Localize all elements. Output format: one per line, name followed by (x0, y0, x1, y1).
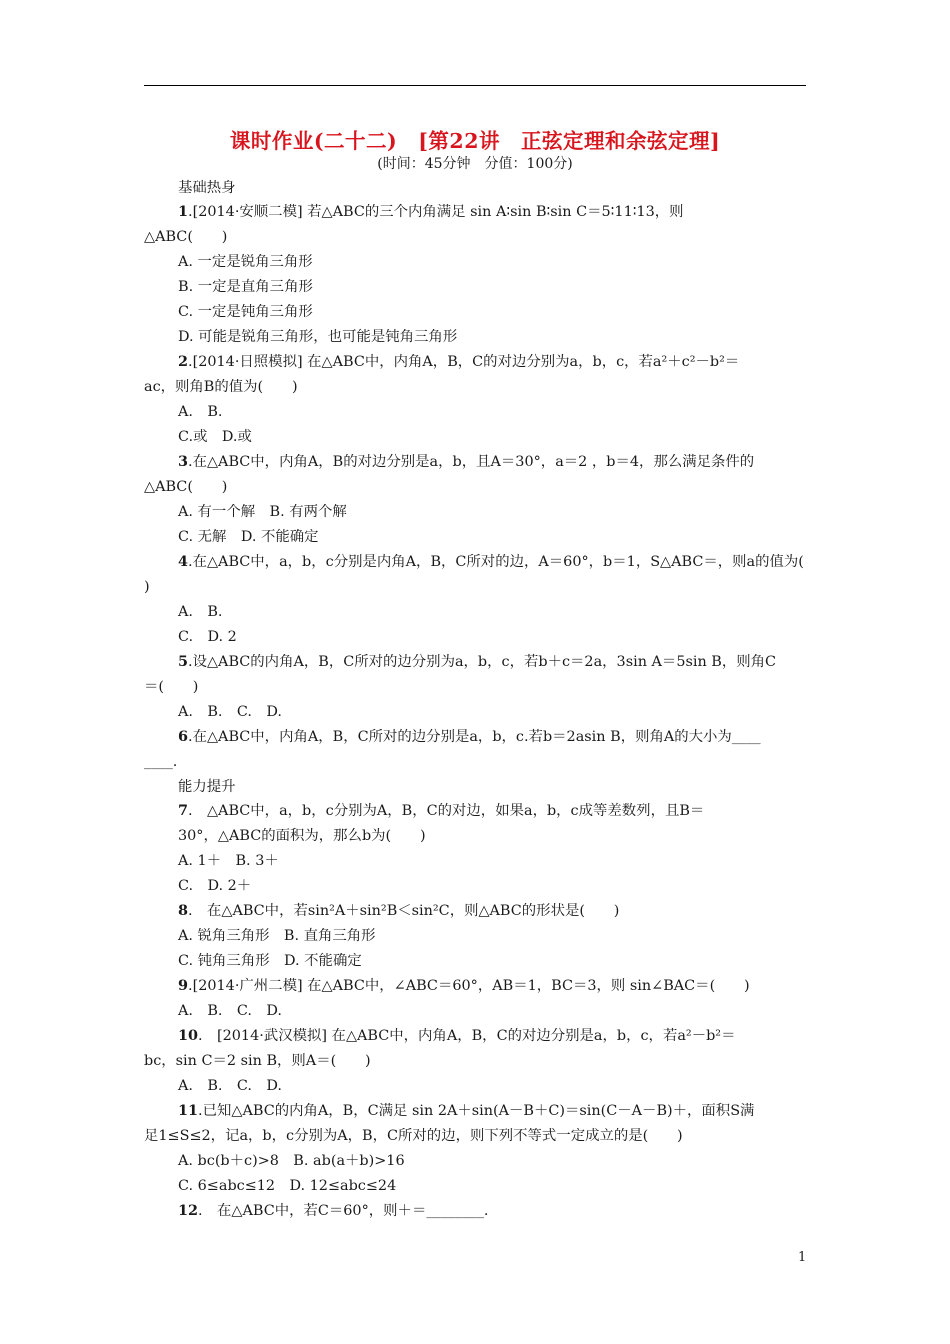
page-title: 课时作业(二十二) [第22讲 正弦定理和余弦定理] (229, 129, 721, 153)
header-rule (144, 85, 806, 86)
text-line (144, 227, 227, 247)
question-number: 9 (178, 977, 189, 994)
line-text: 基础热身 (178, 180, 236, 196)
text-line (178, 727, 761, 747)
text-line (178, 702, 282, 722)
text-line (178, 627, 237, 647)
line-text: 能力提升 (178, 779, 236, 795)
line-text: .在△ABC中，内角A，B的对边分别是a，b，且A＝30°，a＝2 ，b＝4，那么满足条件的 (188, 454, 755, 470)
line-text: . △ABC中，a，b，c分别为A，B，C的对边，如果a，b，c成等差数列，且B＝ (188, 803, 705, 819)
line-text: C. 钝角三角形 D. 不能确定 (178, 953, 362, 969)
text-line (178, 777, 236, 797)
text-line (144, 377, 298, 397)
text-line (144, 577, 150, 597)
page-subtitle: (时间：45分钟 分值：100分) (377, 156, 573, 172)
question-number: 10 (178, 1027, 199, 1044)
line-text: .[2014·安顺二模] 若△ABC的三个内角满足 sin A∶sin B∶sin C＝5∶11∶13，则 (188, 204, 684, 220)
line-text: .在△ABC中，内角A，B，C所对的边分别是a，b，c.若b＝2asin B，则角A的大小为____ (188, 729, 761, 745)
line-text: .[2014·广州二模] 在△ABC中，∠ABC＝60°，AB＝1，BC＝3，则 sin∠BAC＝( ) (188, 978, 750, 994)
text-line (144, 1126, 683, 1146)
line-text: A. B. C. D. (178, 704, 282, 720)
text-line (178, 327, 457, 347)
line-text: 足1≤S≤2，记a，b，c分别为A，B，C所对的边，则下列不等式一定成立的是( ) (144, 1128, 683, 1144)
question-number: 7 (178, 802, 189, 819)
line-text: C. D. 2＋ (178, 878, 252, 894)
text-line (178, 352, 739, 372)
text-line (178, 452, 754, 472)
line-text: A. B. C. D. (178, 1003, 282, 1019)
text-line (144, 477, 227, 497)
question-number: 1 (178, 203, 189, 220)
question-number: 5 (178, 653, 189, 670)
text-line (144, 752, 177, 772)
line-text: D. 可能是锐角三角形，也可能是钝角三角形 (178, 329, 458, 345)
line-text: C. 6≤abc≤12 D. 12≤abc≤24 (178, 1178, 397, 1194)
text-line (178, 1026, 735, 1046)
text-line (144, 677, 198, 697)
line-text: ＝( ) (144, 679, 199, 695)
text-line (178, 926, 376, 946)
text-line (178, 901, 619, 921)
line-text: C.或 D.或 (178, 429, 252, 445)
line-text: ____. (144, 754, 178, 770)
text-line (178, 826, 426, 846)
line-text: . 在△ABC中，若C＝60°，则＋＝________. (198, 1203, 489, 1219)
text-line (178, 1176, 396, 1196)
line-text: .设△ABC的内角A，B，C所对的边分别为a，b，c，若b＋c＝2a，3sin A＝5sin B，则角C (188, 654, 777, 670)
text-line (178, 178, 236, 198)
line-text: .[2014·日照模拟] 在△ABC中，内角A，B，C的对边分别为a，b，c，若a²＋c²－b²＝ (188, 354, 740, 370)
line-text: A. 一定是锐角三角形 (178, 254, 313, 270)
question-number: 6 (178, 728, 189, 745)
question-number: 4 (178, 553, 189, 570)
line-text: A. 锐角三角形 B. 直角三角形 (178, 928, 376, 944)
line-text: ac，则角B的值为( ) (144, 379, 298, 395)
line-text: A. B. (178, 604, 223, 620)
text-line (178, 851, 279, 871)
text-line (178, 976, 750, 996)
line-text: . [2014·武汉模拟] 在△ABC中，内角A，B，C的对边分别是a，b，c，若a²－b²＝ (198, 1028, 736, 1044)
line-text: B. 一定是直角三角形 (178, 279, 313, 295)
text-line (178, 1201, 488, 1221)
text-line (144, 1051, 371, 1071)
text-line (178, 252, 313, 272)
text-line (178, 527, 319, 547)
line-text: C. 一定是钝角三角形 (178, 304, 313, 320)
text-line (178, 427, 252, 447)
line-text: A. B. (178, 404, 223, 420)
line-text: C. D. 2 (178, 629, 237, 645)
question-number: 2 (178, 353, 189, 370)
text-line (178, 302, 313, 322)
text-line (178, 951, 362, 971)
text-line (178, 1076, 282, 1096)
text-line (178, 1101, 754, 1121)
line-text: .在△ABC中，a，b，c分别是内角A，B，C所对的边，A＝60°，b＝1，S△ABC＝，则a的值为( (188, 554, 804, 570)
line-text: . 在△ABC中，若sin²A＋sin²B＜sin²C，则△ABC的形状是( ) (188, 903, 620, 919)
line-text: A. bc(b＋c)>8 B. ab(a＋b)>16 (178, 1153, 405, 1169)
text-line (178, 552, 804, 572)
line-text: C. 无解 D. 不能确定 (178, 529, 319, 545)
text-line (178, 202, 684, 222)
line-text: △ABC( ) (144, 229, 228, 245)
text-line (178, 602, 223, 622)
text-line (178, 502, 347, 522)
text-line (178, 652, 776, 672)
line-text: .已知△ABC的内角A，B，C满足 sin 2A＋sin(A－B＋C)＝sin(C－A－B)＋，面积S满 (198, 1103, 755, 1119)
question-number: 12 (178, 1202, 199, 1219)
line-text: bc，sin C＝2 sin B，则A＝( ) (144, 1053, 371, 1069)
page-number: 1 (798, 1250, 807, 1265)
text-line (178, 402, 223, 422)
line-text: 30°，△ABC的面积为，那么b为( ) (178, 828, 426, 844)
question-number: 8 (178, 902, 189, 919)
question-number: 3 (178, 453, 189, 470)
text-line (178, 277, 313, 297)
line-text: A. 有一个解 B. 有两个解 (178, 504, 347, 520)
line-text: △ABC( ) (144, 479, 228, 495)
text-line (178, 1001, 282, 1021)
line-text: A. B. C. D. (178, 1078, 282, 1094)
question-number: 11 (178, 1102, 199, 1119)
line-text: A. 1＋ B. 3＋ (178, 853, 279, 869)
text-line (178, 801, 704, 821)
text-line (178, 1151, 405, 1171)
line-text: ) (144, 579, 150, 595)
text-line (178, 876, 251, 896)
